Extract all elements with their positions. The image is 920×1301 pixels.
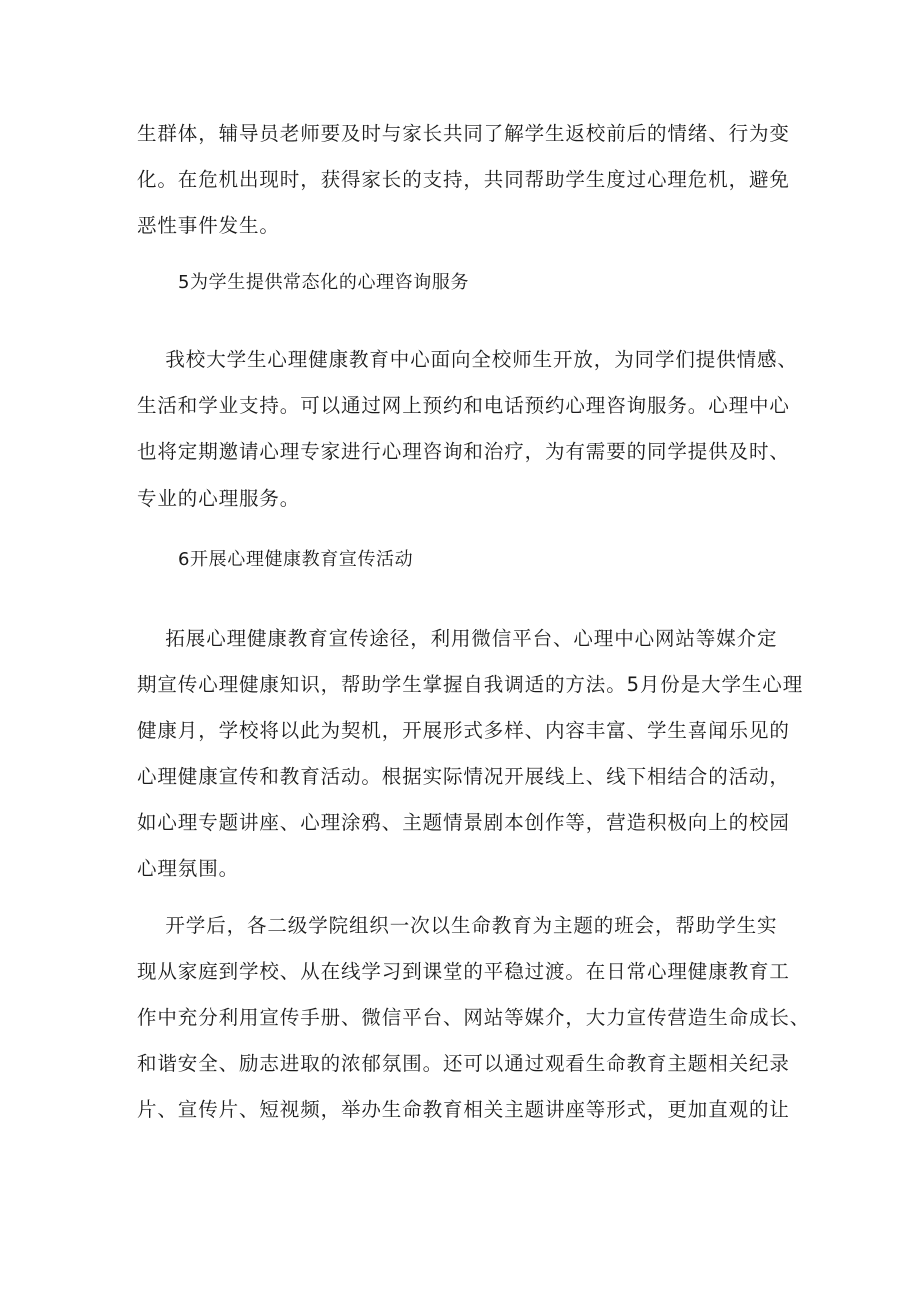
paragraph-line: 我校大学生心理健康教育中心面向全校师生开放，为同学们提供情感、 [137,348,798,371]
section-heading-6: 6开展心理健康教育宣传活动 [178,549,414,570]
paragraph-line: 和谐安全、励志进取的浓郁氛围。还可以通过观看生命教育主题相关纪录 [137,1052,790,1075]
paragraph-line: 化。在危机出现时，获得家长的支持，共同帮助学生度过心理危机，避免 [137,168,790,191]
paragraph-line: 开学后，各二级学院组织一次以生命教育为主题的班会，帮助学生实 [137,914,778,937]
paragraph-line: 生活和学业支持。可以通过网上预约和电话预约心理咨询服务。心理中心 [137,394,790,417]
paragraph-line: 恶性事件发生。 [137,214,280,237]
paragraph-line: 生群体，辅导员老师要及时与家长共同了解学生返校前后的情绪、行为变 [137,122,790,145]
paragraph-line: 拓展心理健康教育宣传途径，利用微信平台、心理中心网站等媒介定 [137,627,778,650]
paragraph-line: 心理氛围。 [137,857,240,880]
paragraph-line: 也将定期邀请心理专家进行心理咨询和治疗，为有需要的同学提供及时、 [137,440,790,463]
paragraph-line: 专业的心理服务。 [137,487,301,510]
paragraph-line: 健康月，学校将以此为契机，开展形式多样、内容丰富、学生喜闻乐见的 [137,719,790,742]
paragraph-line: 心理健康宣传和教育活动。根据实际情况开展线上、线下相结合的活动， [137,765,790,788]
paragraph-line: 如心理专题讲座、心理涂鸦、主题情景剧本创作等，营造积极向上的校园 [137,811,790,834]
paragraph-line: 期宣传心理健康知识，帮助学生掌握自我调适的方法。5月份是大学生心理 [137,673,804,696]
section-heading-5: 5为学生提供常态化的心理咨询服务 [178,272,470,293]
paragraph-line: 作中充分利用宣传手册、微信平台、网站等媒介，大力宣传营造生命成长、 [137,1006,811,1029]
paragraph-line: 片、宣传片、短视频，举办生命教育相关主题讲座等形式，更加直观的让 [137,1098,790,1121]
paragraph-line: 现从家庭到学校、从在线学习到课堂的平稳过渡。在日常心理健康教育工 [137,960,790,983]
